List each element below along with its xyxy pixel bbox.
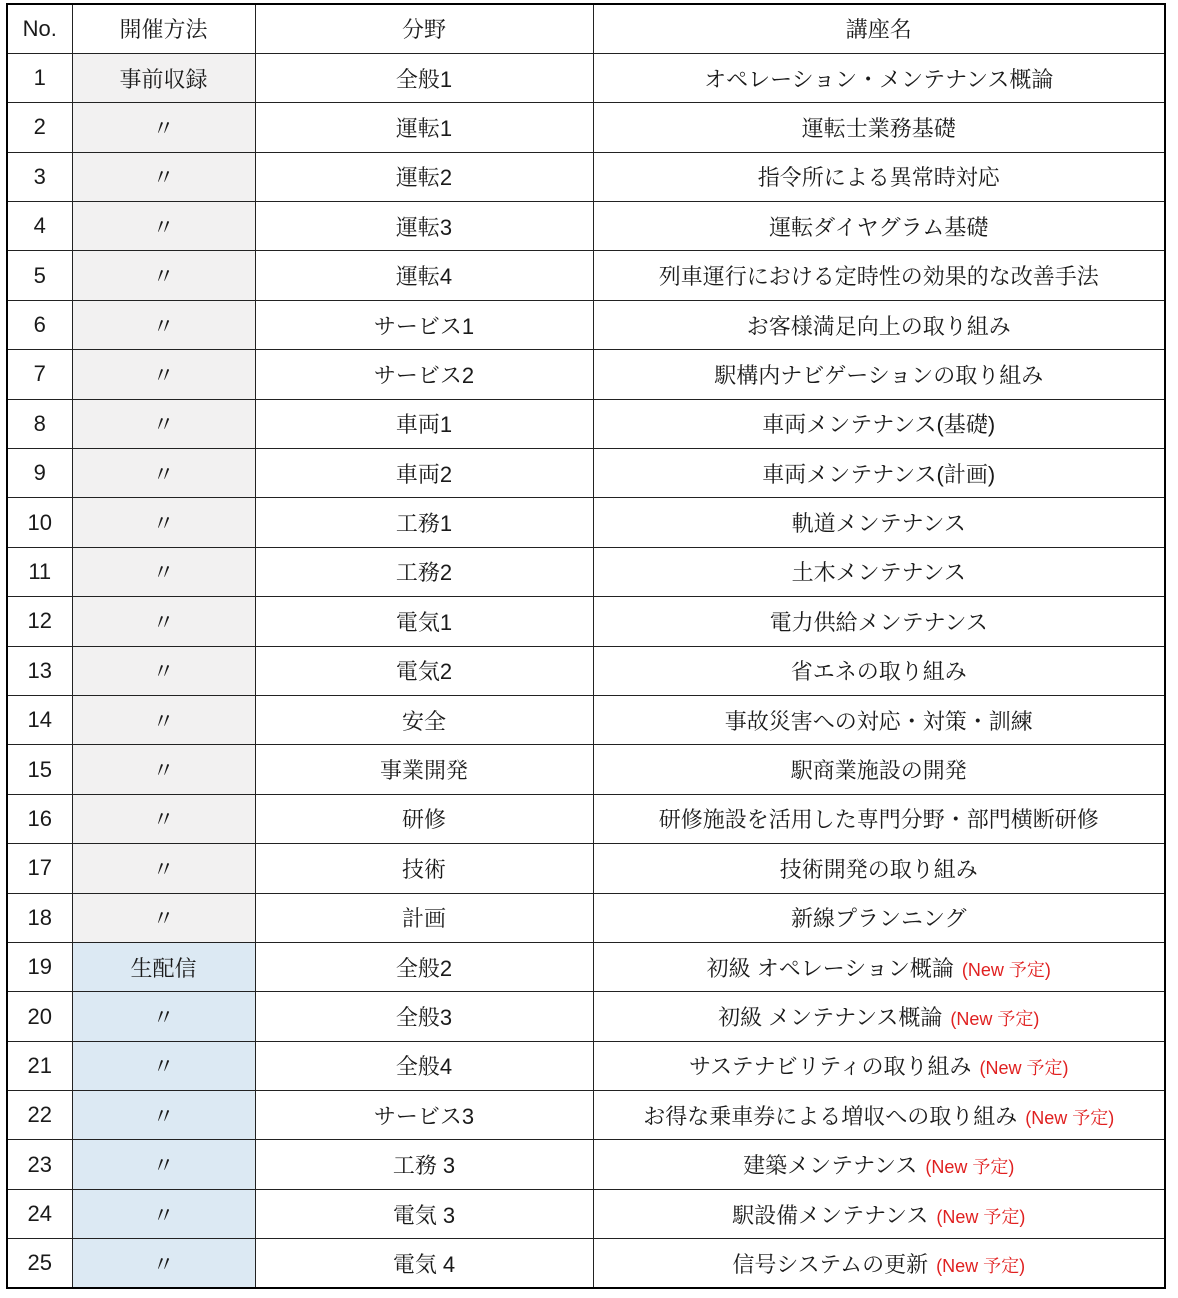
table-row <box>7 300 1165 349</box>
no-cell: 21 <box>7 1041 72 1090</box>
table-row <box>7 646 1165 695</box>
column-header-course: 講座名 <box>593 4 1165 53</box>
table-row <box>7 202 1165 251</box>
table-row <box>7 893 1165 942</box>
table-row <box>7 152 1165 201</box>
category-cell: サービス1 <box>255 300 593 349</box>
method-cell: 〃 <box>72 449 255 498</box>
method-cell: 〃 <box>72 1041 255 1090</box>
course-cell <box>593 1239 1165 1288</box>
no-cell: 23 <box>7 1140 72 1189</box>
course-title: サステナビリティの取り組み <box>689 1054 972 1080</box>
category-cell: 全般1 <box>255 53 593 102</box>
category-cell: サービス3 <box>255 1091 593 1140</box>
no-cell: 17 <box>7 844 72 893</box>
category-cell: 運転3 <box>255 202 593 251</box>
category-cell: 運転1 <box>255 103 593 152</box>
method-cell: 〃 <box>72 745 255 794</box>
column-header-category: 分野 <box>255 4 593 53</box>
course-title: 初級 メンテナンス概論 <box>718 1005 943 1030</box>
course-title: 駅商業施設の開発 <box>790 758 967 784</box>
method-cell: 〃 <box>72 251 255 300</box>
course-cell <box>593 498 1165 547</box>
method-cell: 〃 <box>72 300 255 349</box>
column-header-method: 開催方法 <box>72 4 255 53</box>
no-cell: 2 <box>7 103 72 152</box>
category-cell: 運転4 <box>255 251 593 300</box>
course-title: 電力供給メンテナンス <box>769 609 988 635</box>
new-badge: (New 予定) <box>936 1255 1026 1276</box>
table-row <box>7 942 1165 991</box>
table-row <box>7 1091 1165 1140</box>
table-body <box>7 53 1165 1288</box>
course-title: 軌道メンテナンス <box>791 511 966 537</box>
new-badge: (New 予定) <box>950 1009 1040 1029</box>
course-cell <box>593 942 1165 991</box>
course-cell <box>593 1140 1165 1189</box>
method-cell: 〃 <box>72 646 255 695</box>
no-cell: 9 <box>7 449 72 498</box>
course-title: オペレーション・メンテナンス概論 <box>704 66 1054 92</box>
new-badge: (New 予定) <box>925 1157 1015 1178</box>
course-title: 事故災害への対応・対策・訓練 <box>724 708 1033 734</box>
category-cell: 安全 <box>255 695 593 744</box>
category-cell: 事業開発 <box>255 745 593 794</box>
table-row <box>7 1041 1165 1090</box>
course-title: 省エネの取り組み <box>790 659 967 685</box>
category-cell: 計画 <box>255 893 593 942</box>
no-cell: 12 <box>7 597 72 646</box>
no-cell: 14 <box>7 695 72 744</box>
new-badge: (New 予定) <box>979 1058 1069 1079</box>
category-cell: 全般3 <box>255 992 593 1041</box>
course-title: 運転士業務基礎 <box>801 115 956 141</box>
course-title: 土木メンテナンス <box>791 560 966 586</box>
course-title: 研修施設を活用した専門分野・部門横断研修 <box>658 807 1099 833</box>
method-cell: 〃 <box>72 597 255 646</box>
course-cell <box>593 646 1165 695</box>
method-cell: 〃 <box>72 350 255 399</box>
course-cell <box>593 251 1165 300</box>
category-cell: 全般2 <box>255 942 593 991</box>
course-cell <box>593 597 1165 646</box>
category-cell: 工務 3 <box>255 1140 593 1189</box>
table-row <box>7 547 1165 596</box>
category-cell: 研修 <box>255 794 593 843</box>
table-row <box>7 399 1165 448</box>
course-cell <box>593 745 1165 794</box>
course-cell <box>593 53 1165 102</box>
course-cell <box>593 152 1165 201</box>
course-title: 車両メンテナンス(計画) <box>762 461 996 487</box>
table-row <box>7 1189 1165 1238</box>
method-cell: 〃 <box>72 695 255 744</box>
method-cell: 〃 <box>72 399 255 448</box>
table-row <box>7 695 1165 744</box>
category-cell: 電気 4 <box>255 1239 593 1288</box>
course-title: お得な乗車券による増収への取り組み <box>643 1103 1018 1129</box>
course-cell <box>593 1041 1165 1090</box>
course-table <box>6 3 1166 1289</box>
table-row <box>7 53 1165 102</box>
table-row <box>7 1239 1165 1288</box>
course-title: 信号システムの更新 <box>732 1251 929 1277</box>
no-cell: 22 <box>7 1091 72 1140</box>
no-cell: 8 <box>7 399 72 448</box>
new-badge: (New 予定) <box>961 959 1051 980</box>
category-cell: サービス2 <box>255 350 593 399</box>
course-cell <box>593 992 1165 1041</box>
table-row <box>7 449 1165 498</box>
method-cell: 〃 <box>72 893 255 942</box>
no-cell: 1 <box>7 53 72 102</box>
category-cell: 工務1 <box>255 498 593 547</box>
table-row <box>7 498 1165 547</box>
category-cell: 電気1 <box>255 597 593 646</box>
course-cell <box>593 844 1165 893</box>
method-cell: 〃 <box>72 1239 255 1288</box>
course-cell <box>593 449 1165 498</box>
course-title: 新線プランニング <box>790 906 967 932</box>
course-title: 駅構内ナビゲーションの取り組み <box>714 362 1044 388</box>
table-row <box>7 745 1165 794</box>
table-row <box>7 597 1165 646</box>
category-cell: 車両1 <box>255 399 593 448</box>
course-title: お客様満足向上の取り組み <box>746 313 1011 339</box>
course-title: 建築メンテナンス <box>743 1153 918 1179</box>
course-title: 運転ダイヤグラム基礎 <box>769 214 989 240</box>
course-cell <box>593 695 1165 744</box>
method-cell: 〃 <box>72 152 255 201</box>
method-cell: 〃 <box>72 992 255 1041</box>
column-header-no: No. <box>7 4 72 53</box>
no-cell: 15 <box>7 745 72 794</box>
category-cell: 運転2 <box>255 152 593 201</box>
method-cell: 〃 <box>72 498 255 547</box>
course-cell <box>593 547 1165 596</box>
category-cell: 技術 <box>255 844 593 893</box>
table-header <box>7 4 1165 53</box>
course-cell <box>593 399 1165 448</box>
table-row <box>7 103 1165 152</box>
course-title: 指令所による異常時対応 <box>757 165 1000 191</box>
no-cell: 6 <box>7 300 72 349</box>
method-cell: 〃 <box>72 1140 255 1189</box>
category-cell: 全般4 <box>255 1041 593 1090</box>
new-badge: (New 予定) <box>936 1206 1026 1227</box>
method-cell: 〃 <box>72 794 255 843</box>
table-row <box>7 794 1165 843</box>
table-row <box>7 1140 1165 1189</box>
course-title: 車両メンテナンス(基礎) <box>762 412 996 438</box>
course-cell <box>593 103 1165 152</box>
no-cell: 24 <box>7 1189 72 1238</box>
no-cell: 19 <box>7 942 72 991</box>
table-row <box>7 844 1165 893</box>
course-cell <box>593 1091 1165 1140</box>
no-cell: 13 <box>7 646 72 695</box>
no-cell: 5 <box>7 251 72 300</box>
course-cell <box>593 350 1165 399</box>
course-cell <box>593 794 1165 843</box>
no-cell: 10 <box>7 498 72 547</box>
course-cell <box>593 893 1165 942</box>
course-cell <box>593 1189 1165 1238</box>
method-cell: 〃 <box>72 1189 255 1238</box>
category-cell: 工務2 <box>255 547 593 596</box>
method-cell: 〃 <box>72 103 255 152</box>
no-cell: 11 <box>7 547 72 596</box>
no-cell: 4 <box>7 202 72 251</box>
header-row <box>7 4 1165 53</box>
new-badge: (New 予定) <box>1025 1107 1115 1128</box>
category-cell: 電気2 <box>255 646 593 695</box>
course-title: 技術開発の取り組み <box>779 856 978 882</box>
course-cell <box>593 202 1165 251</box>
no-cell: 25 <box>7 1239 72 1288</box>
no-cell: 3 <box>7 152 72 201</box>
no-cell: 7 <box>7 350 72 399</box>
course-title: 初級 オペレーション概論 <box>706 955 954 981</box>
category-cell: 電気 3 <box>255 1189 593 1238</box>
no-cell: 16 <box>7 794 72 843</box>
course-cell <box>593 300 1165 349</box>
no-cell: 20 <box>7 992 72 1041</box>
course-title: 列車運行における定時性の効果的な改善手法 <box>658 264 1099 290</box>
course-title: 駅設備メンテナンス <box>732 1202 929 1228</box>
method-cell: 事前収録 <box>72 53 255 102</box>
method-cell: 〃 <box>72 1091 255 1140</box>
method-cell: 生配信 <box>72 942 255 991</box>
method-cell: 〃 <box>72 547 255 596</box>
no-cell: 18 <box>7 893 72 942</box>
table-row <box>7 992 1165 1041</box>
method-cell: 〃 <box>72 202 255 251</box>
method-cell: 〃 <box>72 844 255 893</box>
table-row <box>7 251 1165 300</box>
category-cell: 車両2 <box>255 449 593 498</box>
table-row <box>7 350 1165 399</box>
